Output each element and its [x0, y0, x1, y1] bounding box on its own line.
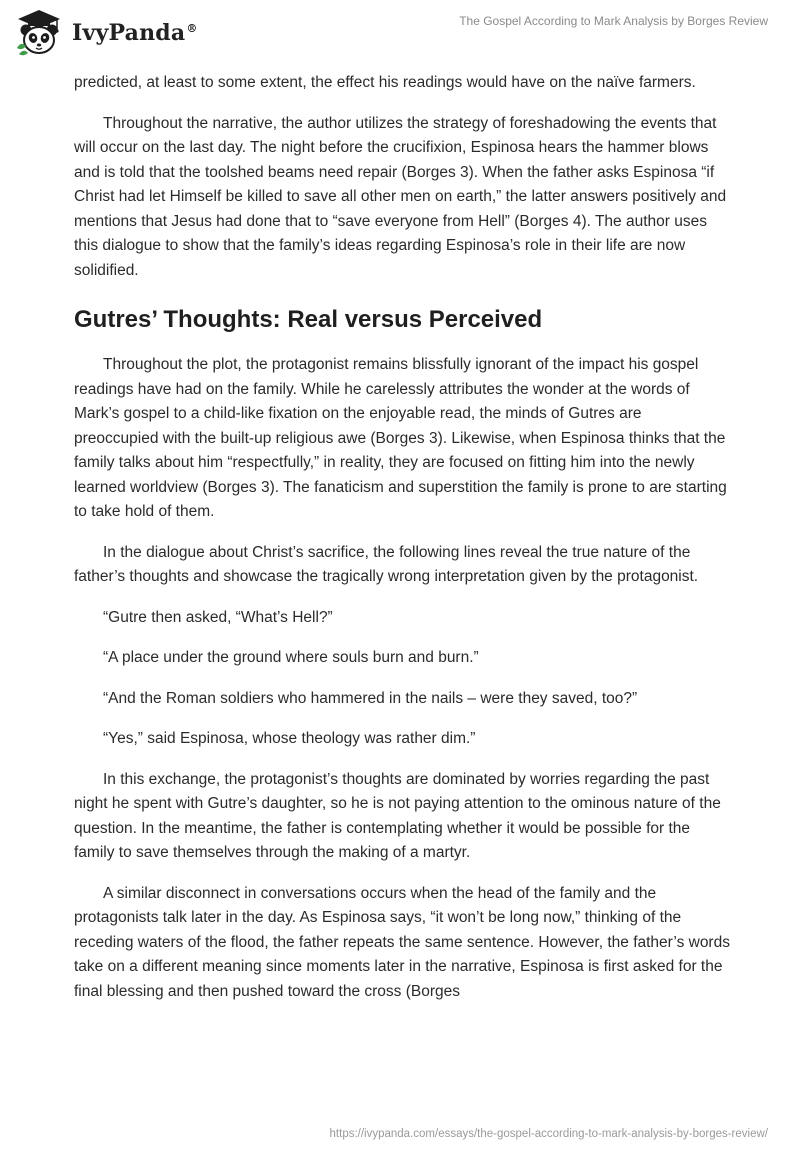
brand-text: IvyPanda — [72, 20, 186, 46]
paragraph: A similar disconnect in conversations occurs when the head of the family and the protagonists talk later in the day. As Espinosa says, “it won’t be long now,” thinking of the receding waters of the flood, the father repeats the same sentence. However, the father’s words take on a different meaning since moments later in the narrative, Espinosa is first asked for the final blessing and then pushed toward the cross (Borges — [74, 884, 730, 1000]
ivypanda-logo[interactable] — [14, 8, 198, 58]
quote-line: “And the Roman soldiers who hammered in the nails – were they saved, too?” — [103, 689, 638, 707]
essay-content — [74, 70, 730, 1020]
quote-line: “Yes,” said Espinosa, whose theology was rather dim.” — [103, 730, 476, 747]
quote-line: “Gutre then asked, “What’s Hell?” — [103, 608, 333, 626]
paragraph: Throughout the narrative, the author utilizes the strategy of foreshadowing the events that will occur on the last day. The night before the crucifixion, Espinosa hears the hammer blows and is told that the toolshed beams need repair (Borges 3). When the father asks Espinosa “if Christ had let Himself be killed to save all other men on earth,” the latter answers positively and mentions that Jesus had done that to “save everyone from Hell” (Borges 4). The author uses this dialogue to show that the family’s ideas regarding Espinosa’s role in their life are now solidified. — [74, 114, 727, 279]
quote-line: “A place under the ground where souls burn and burn.” — [103, 649, 479, 666]
page-header — [0, 0, 800, 70]
paragraph: In the dialogue about Christ’s sacrifice, the following lines reveal the true nature of the father’s thoughts and showcase the tragically wrong interpretation given by the protagonist. — [74, 543, 699, 585]
registered-mark: ® — [186, 21, 198, 35]
source-url[interactable]: https://ivypanda.com/essays/the-gospel-according-to-mark-analysis-by-borges-review/ — [329, 1128, 768, 1140]
paragraph: In this exchange, the protagonist’s thoughts are dominated by worries regarding the past night he spent with Gutre’s daughter, so he is not paying attention to the ominous nature of the question. In the meantime, the father is contemplating whether it would be possible for the family to save themselves through the making of a martyr. — [74, 770, 721, 861]
paragraph-continuation: predicted, at least to some extent, the effect his readings would have on the naïve farmers. — [74, 74, 696, 91]
brand-name — [72, 20, 198, 46]
panda-graduation-cap-icon — [14, 8, 64, 58]
section-heading: Gutres’ Thoughts: Real versus Perceived — [74, 306, 543, 333]
document-title: The Gospel According to Mark Analysis by Borges Review — [459, 14, 768, 28]
paragraph: Throughout the plot, the protagonist remains blissfully ignorant of the impact his gospel readings have had on the family. While he carelessly attributes the wonder at the words of Mark’s gospel to a child-like fixation on the enjoyable read, the minds of Gutres are preoccupied with the built-up religious awe (Borges 3). Likewise, when Espinosa thinks that the family talks about him “respectfully,” in reality, they are focused on fitting him into the newly learned worldview (Borges 3). The fanaticism and superstition the family is prone to are starting to take hold of them. — [74, 356, 727, 520]
